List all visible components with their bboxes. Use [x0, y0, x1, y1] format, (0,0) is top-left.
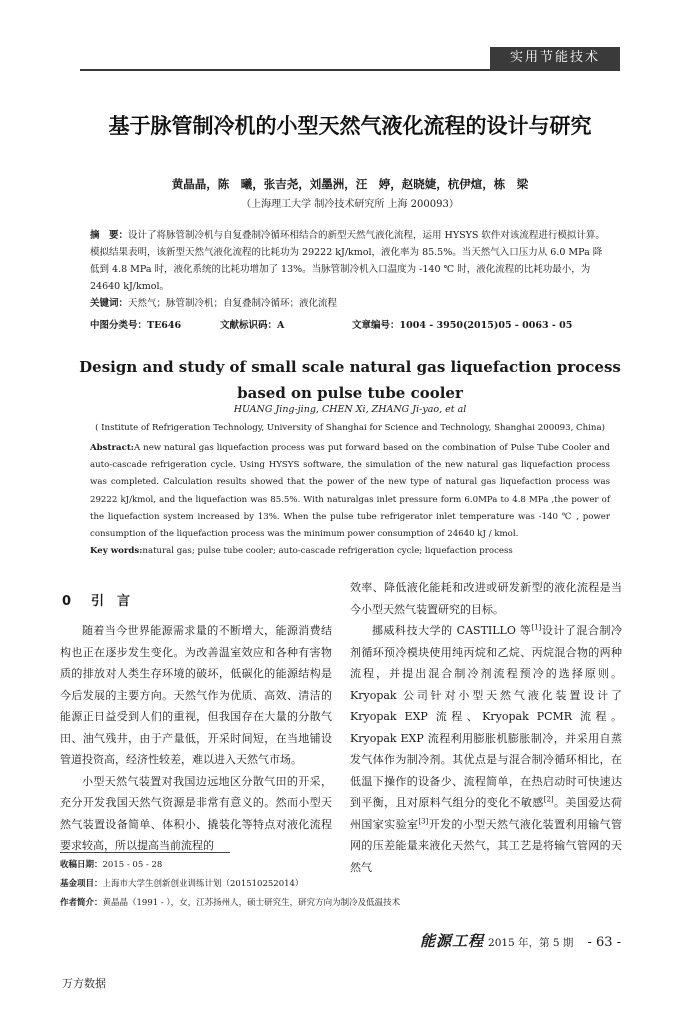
text-run: 开发的小型天然气液化装置利用输气管网的压差能量来液化天然气，其工艺是将输气管网的天然气 — [350, 817, 623, 874]
english-keywords — [90, 546, 610, 556]
footnote-label: 收稿日期： — [60, 860, 103, 870]
journal-name: 能源工程 — [420, 932, 485, 950]
paragraph — [350, 620, 622, 878]
chinese-keywords — [90, 295, 610, 312]
english-keywords-text: natural gas; pulse tube cooler; auto-cascade refrigeration cycle; liquefaction process — [142, 546, 513, 556]
keywords-text: 天然气；脉管制冷机；自复叠制冷循环；液化流程 — [128, 298, 338, 309]
section-heading-introduction — [62, 590, 130, 609]
footnote-received — [60, 858, 620, 870]
english-title-line1: Design and study of small scale natural gas liquefaction process — [79, 358, 621, 376]
text-run: 。美国爱达荷州国家实验室 — [350, 796, 623, 831]
clc-number: 中图分类号：TE646 — [90, 320, 182, 331]
footnote-rule — [60, 852, 230, 853]
abstract-label: 摘 要： — [90, 230, 129, 241]
classification-row — [90, 317, 610, 331]
chinese-affiliation: （上海理工大学 制冷技术研究所 上海 200093） — [241, 199, 459, 210]
english-title-line2: based on pulse tube cooler — [237, 384, 463, 402]
footnote-author-bio — [60, 896, 620, 908]
right-column — [350, 577, 622, 878]
footnote-text: 2015 - 05 - 28 — [102, 860, 163, 870]
english-abstract-label: Abstract: — [90, 443, 134, 453]
footnote-text: 上海市大学生创新创业训练计划（201510252014） — [102, 879, 304, 889]
paragraph: 效率、降低液化能耗和改进或研发新型的液化流程是当今小型天然气装置研究的目标。 — [350, 581, 622, 616]
chinese-abstract-block — [90, 227, 610, 312]
english-authors: HUANG Jing-jing, CHEN Xi, ZHANG Ji-yao, et al — [233, 404, 467, 415]
chinese-title: 基于脉管制冷机的小型天然气液化流程的设计与研究 — [108, 114, 592, 138]
section-tab: 实用节能技术 — [490, 47, 620, 69]
citation-ref[interactable]: [1] — [531, 623, 542, 632]
journal-issue: 2015 年，第 5 期 — [488, 937, 574, 949]
journal-footer — [420, 930, 621, 954]
footnote-text: 黄晶晶（1991 - ），女，江苏扬州人，硕士研究生，研究方向为制冷及低温技术 — [102, 898, 401, 908]
english-abstract — [90, 440, 610, 543]
english-keywords-label: Key words: — [90, 546, 143, 556]
footnote-label: 作者简介： — [60, 898, 103, 908]
english-affiliation: ( Institute of Refrigeration Technology, University of Shanghai for Science and Technology, Shanghai 200093, China) — [95, 423, 605, 433]
chinese-authors: 黄晶晶，陈 曦，张吉尧，刘墨洲，汪 婷，赵晓婕，杭伊煊，栋 梁 — [171, 177, 529, 191]
text-run: 设计了混合制冷剂循环预冷模块使用纯丙烷和乙烷、丙烷混合物的两种流程，并提出混合制冷剂流程预冷的选择原则。Kryopak 公司针对小型天然气液化装置设计了 Kryopak EXP 流程、Kryopak PCMR 流程。Kryopak EXP 流程利用膨胀机膨胀制冷，并采用自蒸发气体作为制冷剂。其优点是与混合制冷循环相比，在低温下操作的设备少、流程简单，在热启动时可快速达到平衡，且对原料气组分的变化不敏感 — [350, 624, 622, 809]
footnote-fund — [60, 877, 620, 889]
english-abstract-text: A new natural gas liquefaction process was put forward based on the combination of Pulse Tube Cooler and auto-cascade refrigeration cycle. Using HYSYS software, the simulation of the new natural gas liquefaction process was completed. Calculation results showed that the power of the new type of natural gas liquefaction process was 29222 kJ/kmol, and the liquefaction was 85.5%. With naturalgas inlet pressure form 6.0MPa to 4.8 MPa ,the power of the liquefaction system increased by 13%. When the pulse tube refrigerator inlet temperature was -140 ℃ , power consumption of the liquefaction process was the minimum power consumption of 24640 kJ / kmol. — [90, 443, 610, 540]
header-rule — [80, 69, 620, 71]
citation-ref[interactable]: [2] — [543, 795, 554, 804]
section-title: 引 言 — [91, 594, 131, 609]
chinese-abstract — [90, 227, 610, 295]
footnote-label: 基金项目： — [60, 879, 103, 889]
abstract-text: 设计了将脉管制冷机与自复叠制冷循环相结合的新型天然气液化流程，运用 HYSYS 软件对该流程进行模拟计算。模拟结果表明，该新型天然气液化流程的比耗功为 29222 kJ/kmol，液化率为 85.5%。当天然气入口压力从 6.0 MPa 降低到 4.8 MPa 时，液化系统的比耗功增加了 13%。当脉管制冷机入口温度为 -140 ℃ 时，液化流程的比耗功最小，为 24640 kJ/kmol。 — [90, 230, 605, 292]
citation-ref[interactable]: [3] — [418, 816, 429, 825]
keywords-label: 关键词： — [90, 298, 129, 309]
paragraph: 随着当今世界能源需求量的不断增大，能源消费结构也正在逐步发生变化。为改善温室效应和各种有害物质的排放对人类生存环境的破坏，低碳化的能源结构是今后发展的主要方向。天然气作为优质、高效、清洁的能源正日益受到人们的重视，但我国存在大量的分散气田、油气残井，由于产量低，开采时间短，在当地铺设管道投资高，经济性较差，难以进入天然气市场。 — [60, 624, 332, 766]
text-run: 挪威科技大学的 CASTILLO 等 — [372, 624, 532, 637]
paragraph: 小型天然气装置对我国边远地区分散气田的开采，充分开发我国天然气资源是非常有意义的。然而小型天然气装置设备简单、体积小、撬装化等特点对液化流程要求较高，所以提高当前流程的 — [60, 774, 332, 852]
english-title — [60, 354, 640, 406]
document-code: 文献标识码：A — [220, 320, 285, 331]
section-number: 0 — [62, 594, 72, 609]
article-number: 文章编号：1004 - 3950(2015)05 - 0063 - 05 — [352, 320, 573, 331]
page-number: - 63 - — [587, 935, 622, 950]
database-watermark: 万方数据 — [62, 977, 106, 990]
left-column — [60, 620, 332, 857]
